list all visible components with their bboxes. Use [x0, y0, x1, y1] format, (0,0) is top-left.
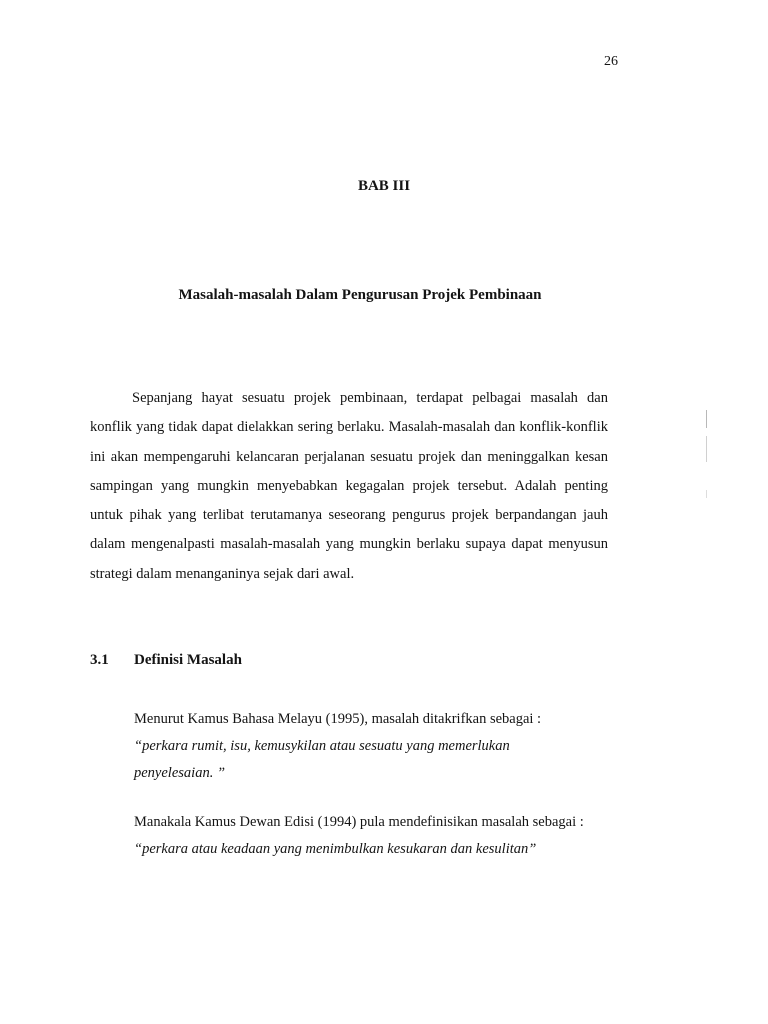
- section-heading: [90, 652, 242, 669]
- section-number: 3.1: [90, 652, 109, 668]
- intro-line: konflik yang tidak dapat dielakkan sering berlaku. Masalah-masalah dan konflik-konflik: [90, 419, 608, 436]
- intro-line: sampingan yang mungkin menyebabkan kegagalan projek tersebut. Adalah penting: [90, 477, 608, 494]
- definition-intro: Menurut Kamus Bahasa Melayu (1995), masalah ditakrifkan sebagai :: [134, 711, 542, 727]
- scan-artifact: [706, 436, 707, 462]
- intro-line: strategi dalam menanganinya sejak dari awal.: [90, 565, 355, 582]
- scan-artifact: [706, 410, 707, 428]
- intro-line: untuk pihak yang terlibat terutamanya seseorang pengurus projek berpandangan jauh: [90, 507, 608, 524]
- definition-quote-line: “perkara atau keadaan yang menimbulkan kesukaran dan kesulitan”: [134, 841, 537, 857]
- definition-quote-line: “perkara rumit, isu, kemusykilan atau sesuatu yang memerlukan: [134, 738, 510, 754]
- intro-line: dalam mengenalpasti masalah-masalah yang mungkin berlaku supaya dapat menyusun: [90, 536, 608, 553]
- chapter-title: Masalah-masalah Dalam Pengurusan Projek Pembinaan: [178, 287, 542, 303]
- definition-intro: Manakala Kamus Dewan Edisi (1994) pula mendefinisikan masalah sebagai :: [134, 814, 584, 830]
- definition-quote-line: penyelesaian. ”: [134, 765, 226, 781]
- section-title: Definisi Masalah: [134, 652, 242, 668]
- definition-block: [134, 809, 614, 863]
- intro-line: ini akan mempengaruhi kelancaran perjalanan sesuatu projek dan meninggalkan kesan: [90, 448, 608, 465]
- scan-artifact: [706, 490, 707, 498]
- definition-block: [134, 706, 574, 787]
- chapter-label: BAB III: [357, 178, 411, 194]
- page-number: 26: [604, 54, 618, 69]
- intro-paragraph: [90, 384, 608, 589]
- intro-line: Sepanjang hayat sesuatu projek pembinaan, terdapat pelbagai masalah dan: [132, 390, 608, 406]
